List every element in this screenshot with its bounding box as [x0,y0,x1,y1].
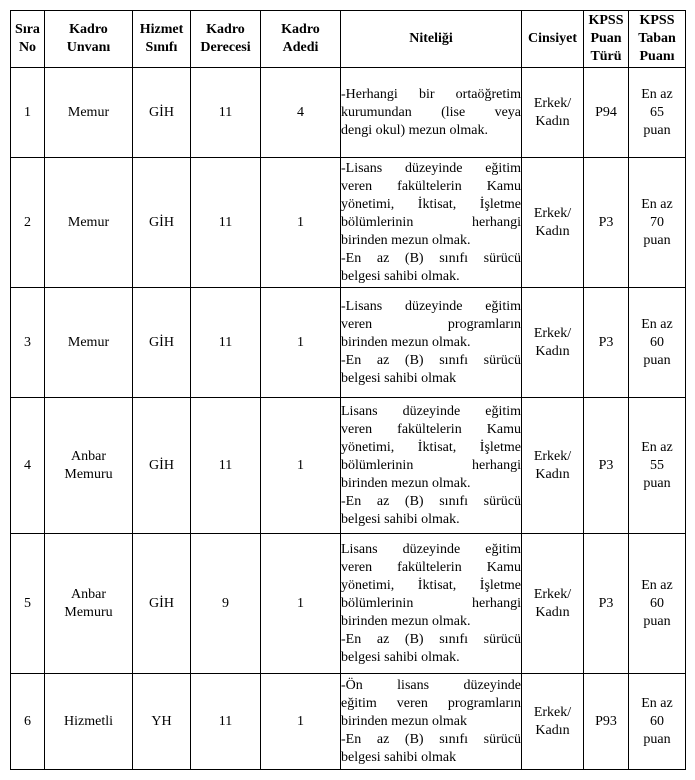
header-kpss-taban-puani: KPSS Taban Puanı [629,11,686,68]
cell-kadro-unvani-line: Hizmetli [64,713,113,729]
header-niteligi: Niteliği [341,11,522,68]
cell-kpss-taban-puani-line: 60 [650,595,664,611]
nitelik-line: veren fakültelerin Kamu [341,178,521,194]
cell-cinsiyet [522,534,584,674]
nitelik-line: eğitim veren programların [341,695,521,711]
cell-kpss-taban-puani-line: 70 [650,214,664,230]
nitelik-line: birinden mezun olmak. [341,334,471,350]
header-row [11,11,686,68]
cell-kadro-adedi: 1 [261,288,341,398]
header-sira-no: Sıra No [11,11,45,68]
nitelik-line: yönetimi, İktisat, İşletme [341,196,521,212]
cell-cinsiyet [522,288,584,398]
header-kadro-derecesi: Kadro Derecesi [191,11,261,68]
cell-hizmet-sinifi: YH [133,674,191,770]
cell-kpss-taban-puani [629,674,686,770]
cell-kpss-taban-puani [629,288,686,398]
table-row [11,158,686,288]
nitelik-line: kurumundan (lise veya [341,104,521,120]
nitelik-line: bölümlerinin herhangi [341,595,521,611]
cell-cinsiyet-line: Kadın [535,722,570,738]
cell-niteligi [341,398,522,534]
cell-kpss-taban-puani-line: 55 [650,457,664,473]
cell-kadro-unvani [45,534,133,674]
cell-cinsiyet-line: Kadın [535,343,570,359]
cell-kadro-derecesi: 11 [191,398,261,534]
cell-kadro-unvani-line: Anbar [71,586,106,602]
nitelik-line: belgesi sahibi olmak [341,370,457,386]
cell-cinsiyet-line: Kadın [535,223,570,239]
nitelik-line: belgesi sahibi olmak. [341,511,460,527]
cell-cinsiyet-line: Erkek/ [533,448,572,464]
cell-kadro-adedi: 1 [261,534,341,674]
nitelik-line: bölümlerinin herhangi [341,214,521,230]
nitelik-line: yönetimi, İktisat, İşletme [341,577,521,593]
cell-cinsiyet-line: Erkek/ [533,586,572,602]
cell-niteligi [341,68,522,158]
cell-cinsiyet-line: Erkek/ [533,205,572,221]
header-cinsiyet: Cinsiyet [522,11,584,68]
nitelik-line: -Lisans düzeyinde eğitim [341,298,521,314]
cell-cinsiyet-line: Erkek/ [533,704,572,720]
cell-cinsiyet-line: Erkek/ [533,95,572,111]
cell-kadro-derecesi: 11 [191,68,261,158]
cell-cinsiyet-line: Erkek/ [533,325,572,341]
cell-kpss-taban-puani-line: En az [641,577,673,593]
cell-niteligi [341,158,522,288]
cell-cinsiyet [522,68,584,158]
cell-kadro-unvani [45,398,133,534]
nitelik-line: Lisans düzeyinde eğitim [341,403,521,419]
cell-kadro-unvani-line: Memur [67,334,110,350]
table-row [11,674,686,770]
nitelik-line: bölümlerinin herhangi [341,457,521,473]
cell-kpss-taban-puani-line: En az [641,316,673,332]
header-kadro-unvani: Kadro Unvanı [45,11,133,68]
cell-sira-no: 1 [11,68,45,158]
cell-sira-no: 6 [11,674,45,770]
nitelik-line: belgesi sahibi olmak. [341,649,460,665]
cell-kpss-taban-puani-line: puan [643,232,671,248]
cell-kadro-adedi: 1 [261,398,341,534]
cell-kpss-taban-puani-line: puan [643,613,671,629]
cell-kpss-taban-puani [629,534,686,674]
nitelik-line: belgesi sahibi olmak [341,749,457,765]
cell-cinsiyet-line: Kadın [535,113,570,129]
nitelik-line: -En az (B) sınıfı sürücü [341,352,521,368]
nitelik-line: -Herhangi bir ortaöğretim [341,86,521,102]
table-body [11,68,686,770]
nitelik-line: -En az (B) sınıfı sürücü [341,250,521,266]
cell-kpss-taban-puani-line: puan [643,475,671,491]
cell-hizmet-sinifi: GİH [133,288,191,398]
nitelik-line: Lisans düzeyinde eğitim [341,541,521,557]
cell-kpss-puan-turu: P3 [584,398,629,534]
cell-kpss-taban-puani-line: En az [641,439,673,455]
cell-kpss-puan-turu: P3 [584,534,629,674]
cell-hizmet-sinifi: GİH [133,398,191,534]
cell-niteligi [341,534,522,674]
cell-kadro-derecesi: 11 [191,158,261,288]
cell-cinsiyet-line: Kadın [535,604,570,620]
cell-kpss-taban-puani-line: En az [641,196,673,212]
cell-kadro-unvani [45,288,133,398]
cell-cinsiyet-line: Kadın [535,466,570,482]
header-hizmet-sinifi: Hizmet Sınıfı [133,11,191,68]
cell-kpss-taban-puani [629,398,686,534]
cell-hizmet-sinifi: GİH [133,158,191,288]
cell-sira-no: 4 [11,398,45,534]
cell-kadro-unvani-line: Memuru [64,466,113,482]
nitelik-line: birinden mezun olmak. [341,475,471,491]
kadro-table [10,10,686,770]
cell-kadro-unvani [45,674,133,770]
nitelik-line: veren fakültelerin Kamu [341,559,521,575]
table-row [11,534,686,674]
nitelik-line: veren programların [341,316,521,332]
cell-kpss-taban-puani-line: 60 [650,713,664,729]
cell-kpss-puan-turu: P3 [584,158,629,288]
nitelik-line: veren fakültelerin Kamu [341,421,521,437]
cell-cinsiyet [522,674,584,770]
nitelik-line: birinden mezun olmak. [341,613,471,629]
cell-kadro-adedi: 1 [261,674,341,770]
cell-kpss-taban-puani-line: En az [641,695,673,711]
cell-sira-no: 2 [11,158,45,288]
cell-kadro-unvani [45,158,133,288]
cell-kadro-unvani-line: Memur [67,104,110,120]
cell-kpss-taban-puani-line: En az [641,86,673,102]
cell-kadro-unvani-line: Memuru [64,604,113,620]
nitelik-line: dengi okul) mezun olmak. [341,122,488,138]
cell-niteligi [341,288,522,398]
cell-hizmet-sinifi: GİH [133,534,191,674]
cell-kpss-taban-puani-line: puan [643,731,671,747]
cell-hizmet-sinifi: GİH [133,68,191,158]
cell-kadro-derecesi: 11 [191,674,261,770]
nitelik-line: -Ön lisans düzeyinde [341,677,521,693]
cell-kadro-derecesi: 9 [191,534,261,674]
table-row [11,288,686,398]
cell-sira-no: 5 [11,534,45,674]
table-row [11,398,686,534]
cell-kpss-puan-turu: P93 [584,674,629,770]
header-kpss-puan-turu: KPSS Puan Türü [584,11,629,68]
nitelik-line: birinden mezun olmak. [341,232,471,248]
cell-kadro-unvani-line: Memur [67,214,110,230]
nitelik-line: birinden mezun olmak [341,713,467,729]
cell-kpss-taban-puani-line: puan [643,122,671,138]
header-kadro-adedi: Kadro Adedi [261,11,341,68]
cell-cinsiyet [522,398,584,534]
table-row [11,68,686,158]
cell-kpss-taban-puani-line: puan [643,352,671,368]
cell-kpss-puan-turu: P3 [584,288,629,398]
cell-kpss-taban-puani-line: 65 [650,104,664,120]
cell-kpss-taban-puani [629,68,686,158]
nitelik-line: -En az (B) sınıfı sürücü [341,731,521,747]
cell-niteligi [341,674,522,770]
nitelik-line: -En az (B) sınıfı sürücü [341,493,521,509]
cell-kadro-unvani-line: Anbar [71,448,106,464]
nitelik-line: belgesi sahibi olmak. [341,268,460,284]
cell-kadro-adedi: 1 [261,158,341,288]
cell-kadro-unvani [45,68,133,158]
cell-kpss-taban-puani-line: 60 [650,334,664,350]
cell-kadro-derecesi: 11 [191,288,261,398]
cell-kpss-puan-turu: P94 [584,68,629,158]
cell-cinsiyet [522,158,584,288]
nitelik-line: yönetimi, İktisat, İşletme [341,439,521,455]
nitelik-line: -Lisans düzeyinde eğitim [341,160,521,176]
nitelik-line: -En az (B) sınıfı sürücü [341,631,521,647]
cell-sira-no: 3 [11,288,45,398]
cell-kpss-taban-puani [629,158,686,288]
cell-kadro-adedi: 4 [261,68,341,158]
